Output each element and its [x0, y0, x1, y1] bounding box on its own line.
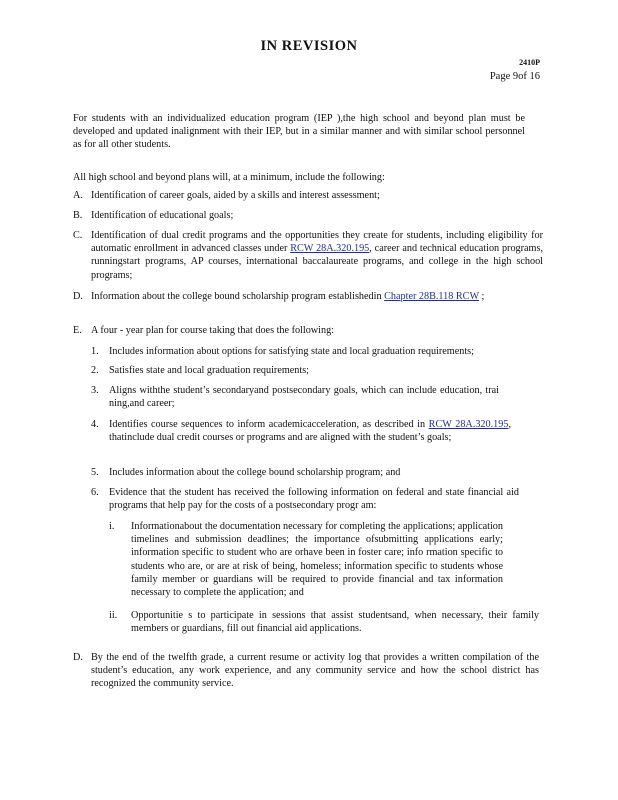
list-text: [91, 229, 543, 282]
list-label: C.: [73, 230, 83, 241]
rcw-link[interactable]: RCW 28A.320.195: [290, 243, 370, 255]
chapter-link[interactable]: Chapter 28B.118 RCW: [384, 291, 479, 302]
intro-paragraph: For students with an individualized education program (IEP ),the high school and beyond plan must be developed and updated inalignment with their IEP, but in a similar manner and with similar school personnel as for all other students.: [73, 113, 525, 151]
sub-text: Includes information about the college bound scholarship program; and: [109, 467, 401, 478]
rcw-link[interactable]: RCW 28A.320.195: [428, 419, 509, 430]
list-text-part: Information about the college bound scholarship program establishedin: [91, 291, 382, 302]
sub-text: Aligns withthe student’s secondaryand postsecondary goals, which can include education, trai ning,and career;: [109, 385, 499, 410]
sub-text: [109, 418, 511, 444]
roman-text: Informationabout the documentation necessary for completing the applications; application timelines and submission deadlines; the importance ofsubmitting applications early; information specific to student who are orhave been in foster care; info rmation specific to students who are, or are at risk of being, homeless; information specific to students whose family member or guardians will be required to provide financial and tax information necessary to complete the application; and: [131, 521, 503, 599]
roman-text: Opportunitie s to participate in sessions that assist studentsand, when necessary, their family members or guardians, fill out financial aid applications.: [131, 610, 539, 635]
list-label: D.: [73, 291, 83, 302]
roman-label: ii.: [109, 610, 118, 621]
sub-text-part: Identifies course sequences to inform academicacceleration, as described in: [109, 419, 426, 430]
roman-label: i.: [109, 521, 115, 532]
sub-label: 6.: [91, 487, 99, 498]
list-text-part: Identification of dual credit programs and the opportunities they create for students, including eligibility for automatic enrollment in advanced classes under: [91, 230, 543, 255]
list-label: A.: [73, 190, 83, 201]
page-number: Page 9of 16: [489, 71, 540, 82]
lead-paragraph: All high school and beyond plans will, at a minimum, include the following:: [73, 172, 385, 183]
sub-label: 3.: [91, 385, 99, 396]
sub-text: Satisfies state and local graduation requirements;: [109, 365, 310, 376]
list-label: B.: [73, 210, 83, 221]
list-text: A four - year plan for course taking that does the following:: [91, 325, 335, 336]
sub-text: Evidence that the student has received the following information on federal and state financial aid programs that help pay for the costs of a postsecondary progr am:: [109, 487, 519, 512]
list-text: Identification of career goals, aided by a skills and interest assessment;: [91, 190, 380, 201]
list-label: D.: [73, 652, 83, 663]
sub-label: 2.: [91, 365, 99, 376]
sub-label: 4.: [91, 419, 99, 430]
list-text: Identification of educational goals;: [91, 210, 234, 221]
policy-code: 2410P: [519, 58, 540, 67]
list-text: By the end of the twelfth grade, a current resume or activity log that provides a written compilation of the student’s education, any work experience, and any community service and how the school district has recognized the community service.: [91, 652, 539, 690]
sub-text: Includes information about options for satisfying state and local graduation requirements;: [109, 346, 474, 357]
list-text-part: , career and technical education programs, runningstart programs, AP courses, international baccalaureate programs, and college in the high school programs;: [91, 243, 543, 281]
list-text-part: ;: [481, 291, 485, 302]
sub-label: 1.: [91, 346, 99, 357]
list-text: [91, 290, 531, 303]
sub-text-part: , thatinclude dual credit courses or programs and are aligned with the student’s goals;: [109, 419, 511, 444]
sub-label: 5.: [91, 467, 99, 478]
page-title: IN REVISION: [260, 38, 358, 54]
list-label: E.: [73, 325, 82, 336]
